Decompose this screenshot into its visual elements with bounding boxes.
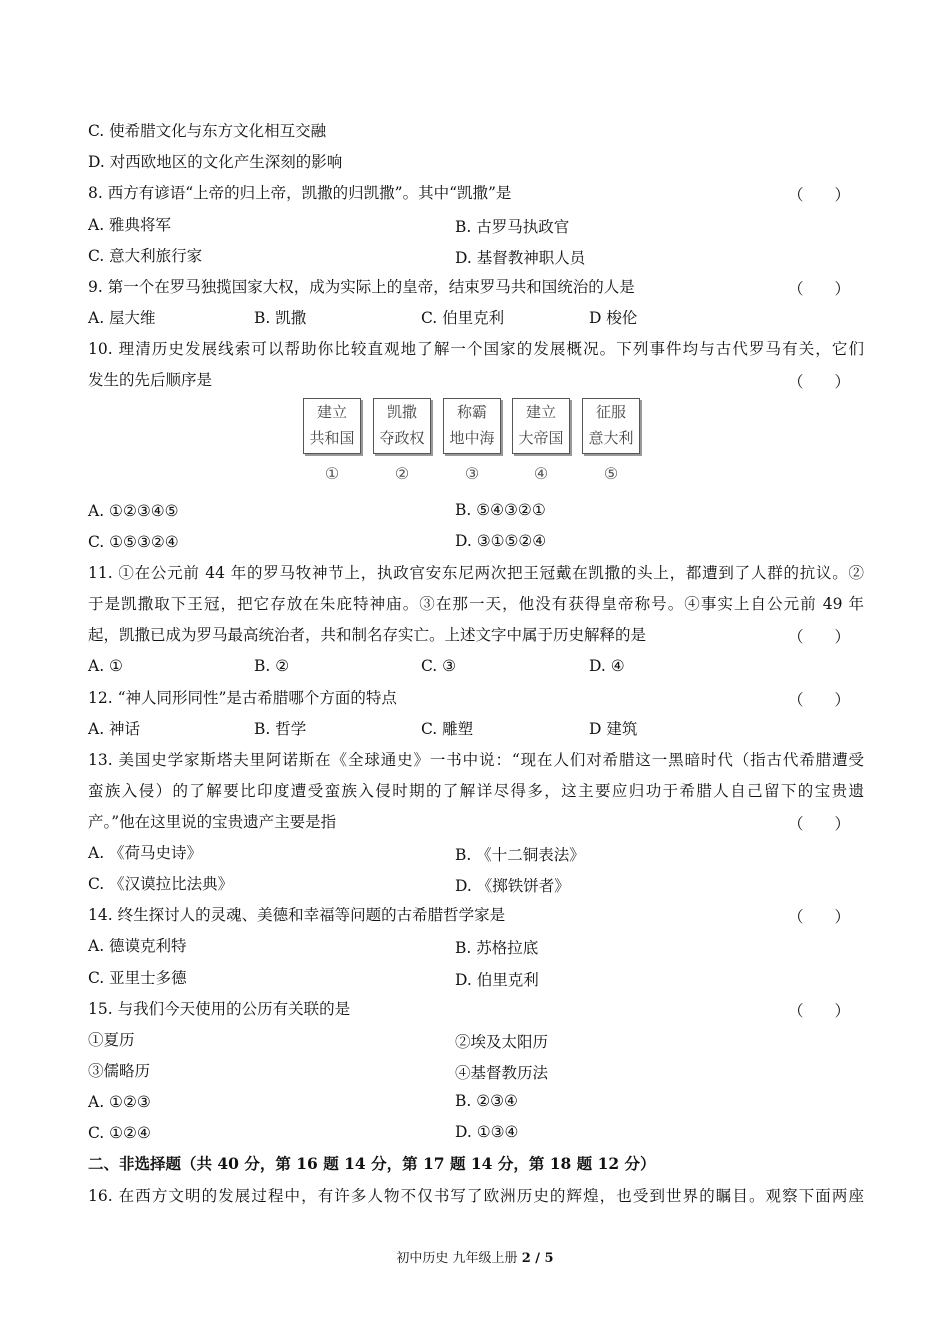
event-box-bottom: 大帝国 (518, 429, 564, 447)
event-number: ④ (533, 464, 549, 483)
event-number: ⑤ (603, 464, 619, 483)
question-14: 14. 终生探讨人的灵魂、美德和幸福等问题的古希腊哲学家是 (88, 906, 506, 924)
question-11-line-3: 起，凯撒已成为罗马最高统治者，共和制名存实亡。上述文字中属于历史解释的是 (88, 626, 647, 644)
question-9: 9. 第一个在罗马独揽国家大权，成为实际上的皇帝，结束罗马共和国统治的人是 (88, 278, 635, 296)
option-15c: C. ①②④ (88, 1124, 151, 1142)
option-7c: C. 使希腊文化与东方文化相互交融 (88, 122, 327, 140)
question-11-line-2: 于是凯撒取下王冠，把它存放在朱庇特神庙。③在那一天，他没有获得皇帝称号。④事实上自公元前 49 年 (88, 595, 864, 613)
option-10a: A. ①②③④⑤ (88, 502, 179, 520)
timeline-figure (303, 398, 643, 492)
event-box-bottom: 意大利 (588, 429, 634, 447)
event-box-top: 建立 (525, 403, 556, 421)
event-number: ② (394, 464, 410, 483)
option-10b: B. ⑤④③②① (455, 501, 546, 519)
question-12: 12. “神人同形同性”是古希腊哪个方面的特点 (88, 689, 397, 707)
option-9c: C. 伯里克利 (421, 309, 505, 327)
option-14a: A. 德谟克利特 (88, 937, 187, 955)
question-13-line-3: 产。”他在这里说的宝贵遗产主要是指 (88, 813, 337, 831)
option-10d: D. ③①⑤②④ (455, 532, 547, 550)
option-15b: B. ②③④ (455, 1092, 518, 1110)
question-13-line-1: 13. 美国史学家斯塔夫里阿诺斯在《全球通史》一书中说：“现在人们对希腊这一黑暗时代（指古代希腊遭受 (88, 751, 864, 769)
option-8d: D. 基督教神职人员 (455, 249, 586, 267)
question-8: 8. 西方有谚语“上帝的归上帝，凯撒的归凯撒”。其中“凯撒”是 (88, 184, 512, 202)
page-number: 2 / 5 (521, 1251, 554, 1266)
event-box (373, 398, 431, 454)
option-8b: B. 古罗马执政官 (455, 218, 570, 236)
option-13c: C. 《汉谟拉比法典》 (88, 875, 234, 893)
option-13d: D. 《掷铁饼者》 (455, 877, 570, 895)
option-8a: A. 雅典将军 (88, 216, 172, 234)
answer-bracket: （ ） (787, 691, 850, 709)
event-box-top: 建立 (316, 403, 347, 421)
option-13b: B. 《十二铜表法》 (455, 846, 585, 864)
answer-bracket: （ ） (787, 373, 850, 391)
question-15: 15. 与我们今天使用的公历有关联的是 (88, 1000, 351, 1018)
option-13a: A. 《荷马史诗》 (88, 844, 203, 862)
event-box-bottom: 夺政权 (379, 429, 425, 447)
option-11c: C. ③ (421, 657, 457, 675)
event-box (582, 398, 640, 454)
option-12c: C. 雕塑 (421, 720, 474, 738)
option-12d: D 建筑 (589, 720, 638, 738)
event-box (512, 398, 570, 454)
event-box-top: 凯撒 (386, 403, 417, 421)
answer-bracket: （ ） (787, 1002, 850, 1020)
option-15d: D. ①③④ (455, 1123, 519, 1141)
option-14c: C. 亚里士多德 (88, 969, 187, 987)
event-box-top: 征服 (595, 403, 626, 421)
question-11-line-1: 11. ①在公元前 44 年的罗马牧神节上，执政官安东尼两次把王冠戴在凯撒的头上，都遭到了人群的抗议。② (88, 564, 864, 582)
event-box-bottom: 共和国 (309, 429, 355, 447)
item-15-3: ③儒略历 (88, 1062, 151, 1080)
event-box (443, 398, 501, 454)
answer-bracket: （ ） (787, 280, 850, 298)
item-15-2: ②埃及太阳历 (455, 1033, 549, 1051)
answer-bracket: （ ） (787, 628, 850, 646)
option-7d: D. 对西欧地区的文化产生深刻的影响 (88, 153, 343, 171)
question-16: 16. 在西方文明的发展过程中，有许多人物不仅书写了欧洲历史的辉煌，也受到世界的瞩目。观察下面两座 (88, 1187, 864, 1205)
option-15a: A. ①②③ (88, 1093, 151, 1111)
option-14d: D. 伯里克利 (455, 971, 539, 989)
option-11a: A. ① (88, 657, 123, 675)
option-10c: C. ①⑤③②④ (88, 533, 179, 551)
item-15-4: ④基督教历法 (455, 1064, 549, 1082)
event-box-top: 称霸 (456, 403, 487, 421)
option-12a: A. 神话 (88, 720, 141, 738)
item-15-1: ①夏历 (88, 1031, 135, 1049)
footer-text: 初中历史 九年级上册 (396, 1251, 522, 1266)
event-box (303, 398, 361, 454)
option-11d: D. ④ (589, 657, 625, 675)
option-11b: B. ② (254, 657, 290, 675)
answer-bracket: （ ） (787, 186, 850, 204)
page-footer (0, 1247, 950, 1266)
section-heading: 二、非选择题（共 40 分，第 16 题 14 分，第 17 题 14 分，第 18 题 12 分） (88, 1154, 656, 1173)
event-number: ① (324, 464, 340, 483)
option-9d: D 梭伦 (589, 309, 638, 327)
answer-bracket: （ ） (787, 908, 850, 926)
event-number: ③ (464, 464, 480, 483)
event-box-bottom: 地中海 (449, 429, 495, 447)
option-12b: B. 哲学 (254, 720, 307, 738)
question-10-line-1: 10. 理清历史发展线索可以帮助你比较直观地了解一个国家的发展概况。下列事件均与古代罗马有关，它们 (88, 340, 864, 358)
option-8c: C. 意大利旅行家 (88, 247, 203, 265)
option-9b: B. 凯撒 (254, 309, 307, 327)
option-9a: A. 屋大维 (88, 309, 156, 327)
option-14b: B. 苏格拉底 (455, 939, 539, 957)
question-13-line-2: 蛮族入侵）的了解要比印度遭受蛮族入侵时期的了解详尽得多，这主要应归功于希腊人自己留下的宝贵遗 (88, 782, 864, 800)
answer-bracket: （ ） (787, 815, 850, 833)
question-10-line-2: 发生的先后顺序是 (88, 371, 213, 389)
